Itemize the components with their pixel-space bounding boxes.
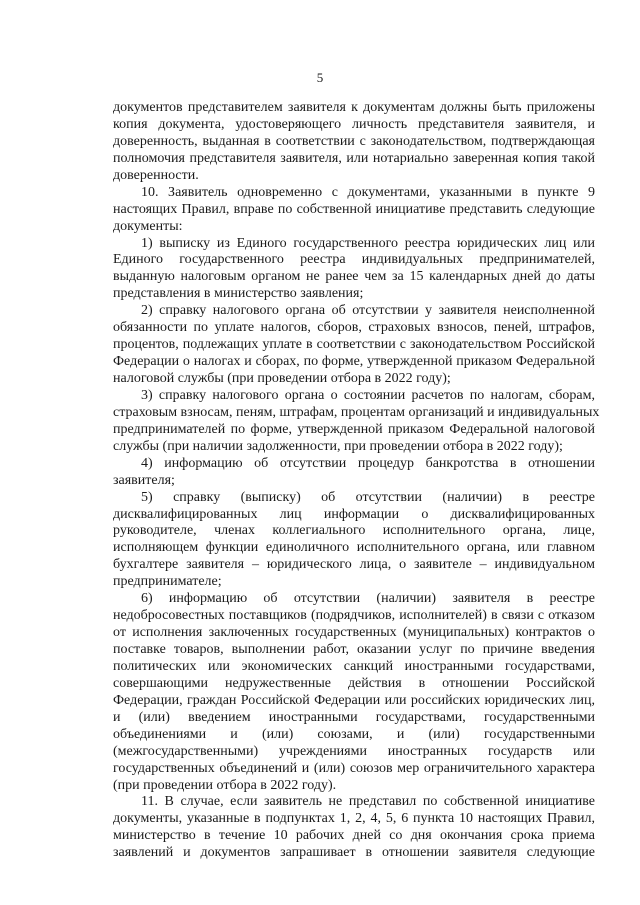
text-line: 2) справку налогового органа об отсутствии у заявителя неисполненной: [141, 303, 595, 319]
text-line: бухгалтере заявителя – юридического лица, о заявителе – индивидуальном: [113, 557, 595, 573]
text-line: предпринимателе;: [113, 574, 222, 590]
text-line: 11. В случае, если заявитель не представил по собственной инициативе: [141, 794, 595, 810]
text-line: предпринимателей по форме, утвержденной приказом Федеральной налоговой: [113, 421, 595, 437]
text-line: Единого государственного реестра индивидуальных предпринимателей,: [113, 252, 595, 268]
text-line: дисквалифицированных лиц информации о дисквалифицированных: [113, 506, 595, 522]
text-line: 10. Заявитель одновременно с документами, указанными в пункте 9: [141, 184, 595, 200]
text-line: недобросовестных поставщиков (подрядчиков, исполнителей) в связи с отказом: [113, 608, 595, 624]
text-line: заявлений и документов запрашивает в отношении заявителя следующие: [113, 845, 595, 861]
document-body: [113, 100, 600, 862]
text-line: (межгосударственными) учреждениями иностранных государств или: [113, 743, 595, 759]
page-number: 5: [316, 70, 324, 85]
text-line: налоговой службы (при проведении отбора в 2022 году);: [113, 371, 451, 386]
text-line: полномочия представителя заявителя, или нотариально заверенная копия такой: [113, 150, 595, 166]
text-line: объединениями и (или) союзами, и (или) государственными: [113, 726, 595, 742]
text-line: (при проведении отбора в 2022 году).: [113, 777, 337, 793]
text-line: министерство в течение 10 рабочих дней со дня окончания срока приема: [113, 828, 595, 844]
text-line: представления в министерство заявления;: [113, 286, 364, 302]
text-line: от исполнения заключенных государственных (муниципальных) контрактов о: [113, 625, 595, 641]
text-line: Федерации, граждан Российской Федерации или российских юридических лиц,: [113, 692, 595, 708]
text-line: Федерации о налогах и сборах, по форме, утвержденной приказом Федеральной: [113, 354, 595, 370]
text-line: обязанности по уплате налогов, сборов, страховых взносов, пеней, штрафов,: [113, 320, 595, 336]
text-line: поставке товаров, выполнении работ, оказании услуг по причине введения: [113, 642, 595, 657]
text-line: службы (при наличии задолженности, при проведении отбора в 2022 году);: [113, 438, 563, 454]
text-line: доверенности.: [113, 167, 199, 183]
text-line: 5) справку (выписку) об отсутствии (наличии) в реестре: [141, 489, 595, 505]
text-line: политических или экономических санкций иностранными государствами,: [113, 658, 595, 674]
text-line: страховым взносам, пеням, штрафам, процентам организаций и индивидуальных: [113, 404, 600, 420]
text-line: выданную налоговым органом не ранее чем за 15 календарных дней до даты: [113, 269, 595, 285]
text-line: совершающими недружественные действия в отношении Российской: [113, 675, 595, 691]
text-line: документы:: [113, 218, 183, 234]
text-line: процентов, подлежащих уплате в соответствии с законодательством Российской: [113, 337, 595, 353]
text-line: и (или) введением иностранными государствами, государственными: [113, 709, 595, 725]
text-line: 4) информацию об отсутствии процедур банкротства в отношении: [141, 455, 595, 471]
text-line: копия документа, удостоверяющего личность представителя заявителя, и: [113, 116, 595, 132]
text-line: 6) информацию об отсутствии (наличии) заявителя в реестре: [141, 591, 595, 607]
text-line: доверенность, выданная в соответствии с законодательством, подтверждающая: [113, 133, 595, 149]
text-line: государственных объединений и (или) союзов мер ограничительного характера: [113, 760, 595, 776]
text-line: документы, указанные в подпунктах 1, 2, 4, 5, 6 пункта 10 настоящих Правил,: [113, 811, 595, 827]
text-line: 3) справку налогового органа о состоянии расчетов по налогам, сборам,: [141, 387, 595, 403]
text-line: настоящих Правил, вправе по собственной инициативе представить следующие: [113, 201, 595, 217]
text-line: документов представителем заявителя к документам должны быть приложены: [113, 100, 595, 115]
text-line: заявителя;: [113, 472, 175, 488]
text-line: руководителе, членах коллегиального исполнительного органа, лице,: [113, 523, 595, 539]
text-line: 1) выписку из Единого государственного реестра юридических лиц или: [141, 235, 595, 251]
text-line: исполняющем функции единоличного исполнительного органа, или главном: [113, 540, 595, 556]
